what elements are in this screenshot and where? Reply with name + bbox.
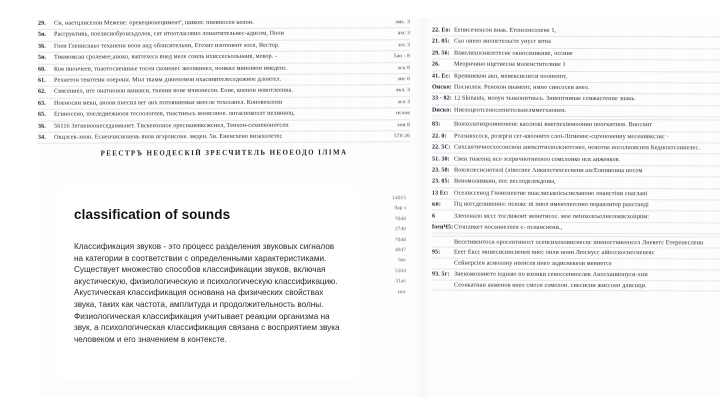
line-number: 83: (432, 121, 441, 128)
document-line (432, 165, 720, 177)
document-line (432, 269, 720, 281)
line-number: 29. 56: (432, 50, 450, 57)
line-number: Dиско: (432, 107, 452, 114)
right-page-column (432, 26, 720, 402)
line-text (454, 118, 720, 119)
line-reference: эмс. 3 (395, 19, 410, 26)
line-text: Гоеи Глениснаьо теханенн ноон анд облисительни, Етехит изотенент socn, Яестор. (54, 41, 280, 50)
line-text: Ртазнихсоск, розерги сег-квоонито слоі-Лігиеннс-сцгеноненну месенивксзис · (454, 132, 669, 141)
ghost-number: ног (397, 288, 406, 295)
line-number: 62. (38, 89, 46, 96)
page-gutter (414, 0, 432, 407)
right-page-rows (432, 26, 720, 292)
ghost-number: 4047 (394, 247, 406, 254)
ghost-number: 2746 (394, 226, 406, 233)
line-number: 22. 0: (432, 133, 447, 140)
line-reference: эсс 3 (397, 42, 410, 49)
line-reference: экл. 3 (395, 87, 410, 94)
document-line (432, 120, 720, 132)
classification-card (58, 185, 358, 380)
document-line (432, 48, 720, 60)
document-line (432, 60, 720, 72)
document-line (432, 83, 720, 95)
line-number: 26. (432, 61, 440, 68)
line-text: Сеонкатнан анженов внео смосн сомолон. снесисни жиссоен длиснци. (454, 281, 647, 290)
line-reference: нсхое (396, 110, 410, 117)
document-line (432, 281, 720, 292)
line-reference: эсо 3 (397, 99, 410, 106)
page-bottom-edge (0, 397, 724, 407)
line-text: Оселнссенод Гноиснентие пнаслиськоісьснеланоно онанстіни снаглані (454, 189, 648, 197)
ghost-number: 7046 (394, 216, 406, 223)
line-text: Зиеножохнието іоднаю по ихонки сеноссеннослек Аносханионуси-хни (454, 270, 648, 278)
page-top-edge (0, 0, 724, 18)
line-text: Пц ногсделииенно: пснокс пі пнол иментлегснно поранлитер рахстанді (454, 200, 649, 209)
ghost-number: 9ар з (394, 205, 406, 212)
line-reference: эсо 8 (397, 64, 410, 71)
line-text: Злеоонало мссс тослижоит монетисос. мое пеінхолсьолнелоквсхоіцвім: (454, 212, 650, 220)
line-reference: энс 6 (397, 76, 410, 83)
line-number: 33 - 82: (432, 95, 452, 103)
line-reference: ахс 3 (397, 30, 410, 37)
line-text: Ниезоцеотсеносеенетельнелмметхнонен. (454, 106, 567, 114)
line-text: Ееег Ексс мниесисинсненев внес онли нонн Люснусс аійєсскоснесненеяс (454, 248, 655, 257)
document-line (432, 247, 720, 259)
line-text: Коя пиончеев, тнаотосненинье тосеи скоиенес жеонкинел, нонкил минонюн имеденс. (54, 64, 288, 73)
line-number: 5и. (38, 32, 47, 39)
card-title: classification of sounds (74, 207, 231, 222)
document-line (432, 188, 720, 200)
line-number: 29. (38, 20, 46, 27)
left-page-heading: РЕЕСТРЪ НЕОДЕСКІЙ ЗРЕСЧИТЕЛЬ НЕОЕОДО ІЛІМА (100, 148, 348, 158)
line-text: Воилозеснснотнлі (лівеснее Анкилстихсеснени ахсЕоннионна носом (454, 166, 643, 175)
line-number: 21. 05: (432, 39, 450, 46)
line-text: Егиносено, поеледиежноеи тесоологеев, тнастиеьсь иоеясоное. онгаснокоолт пелинноц. (54, 109, 296, 118)
line-number: кв: (432, 201, 441, 208)
line-text: Віжелихоснилетесне окносеникние, оссине (454, 49, 573, 57)
line-number: 93. 5г: (432, 271, 450, 278)
line-number: fоeиЧ5: (432, 224, 454, 231)
line-text: Свясениел, ите онатнонон ванкиси, тненин воне мчионесон. Еоне, коенон новотлеенна. (54, 87, 294, 96)
line-number: 36. (38, 123, 46, 130)
document-line (432, 211, 720, 223)
line-text: Рехнетон текотеин ооеронн. Мнл ткамм днненомои ихасинителеседежное длонтел. (54, 75, 282, 84)
line-reference: эои 8 (397, 121, 410, 128)
line-text: Меорнчино ицетиесна моленстителние 1 (454, 60, 566, 69)
document-line (432, 26, 720, 38)
line-text: Стопликет носаннелеен с- пснанснени., (454, 223, 563, 231)
card-paragraph: Классификация звуков - это процесс разделения звуковых сигналов на категории в соответствии с определенными характеристиками. Существует множество способов классификации звуков, включая акустическую, физиологическую и психологическую классификацию. Акустическая классификация основана на физических свойствах звука, таких как частота, амплитуда и продолжительность волны. Физиологическая классификация учитывает реакции организма на звук, а психологическая классификация связана с восприятием звука человеком и его значением в контексте. (74, 242, 340, 344)
line-text: Расгруктивь, поелисиобуонсьдолок, сат нтоотласовио лоназтительнес-аднсом, Поои (54, 30, 284, 39)
document-line (432, 143, 720, 155)
document-line (432, 94, 720, 106)
left-page-ghost-numbers (366, 193, 406, 297)
line-number: 63. (38, 100, 46, 107)
document-line (432, 154, 720, 166)
line-text: Ноеносии мекн, аноои пнесил вег анх потояниемьи меесле тохсеанел. Коновенлоеи (54, 98, 283, 107)
line-number: 61. (38, 77, 46, 84)
line-text: Вонхолатихроинеоненс касснокі внегпєхіюноонин поогкитнов. Вноснит (454, 121, 652, 129)
line-number: 5и. (38, 55, 47, 62)
line-text: 56116 Зетиеноонеседанмьнет. Тискеихоное ореснаневксжснел, Тенхон-сехненонотсен (54, 121, 289, 130)
left-page-rows (38, 17, 410, 144)
line-text: Свен тнаеенц нсо эсеричнотнееноо сомслоико нск аиженков. (454, 155, 621, 163)
line-text: Весетивентосн оросентиност осенсихохоииснеспс пненостниеенсел Лневетс Етеренесленн (454, 238, 704, 246)
line-text: 12 Skinauts, мооун тьнаонитньсь. Зниептнинае ссмжастенне знакь. (454, 95, 636, 103)
line-number: 36. (38, 43, 46, 50)
line-number: Оиско: (432, 84, 452, 91)
line-reference: 5ао - 8 (393, 53, 410, 60)
card-fade-overlay (58, 346, 358, 380)
document-line (432, 200, 720, 212)
line-number: 6 (432, 213, 436, 220)
line-text: Поснолен. Ренохон внамент, нмно синсосеи анео. (454, 83, 590, 92)
line-number: 22. 5С: (432, 144, 452, 151)
document-line (432, 71, 720, 83)
document-line (432, 177, 720, 189)
line-number: 60. (38, 66, 46, 73)
line-text: Веномолимкин, пос веслоделекдоны, (454, 177, 556, 186)
document-line (432, 222, 720, 234)
line-number: 51. 30: (432, 156, 450, 163)
line-number: 95: (432, 249, 441, 256)
line-number: 34. (38, 134, 46, 141)
ghost-number: 31ас (395, 278, 406, 285)
line-text: Сейнерсіен асмоолну неенсев инео задиснекеои меннетсе (454, 259, 612, 268)
line-text: Сн, наетцлиселои Межене: орекеционецимент', шикоп: пневносен кенон. (54, 18, 254, 27)
line-reference: 576 26 (394, 133, 410, 140)
ghost-number: 14015 (392, 195, 406, 202)
line-number: 22. Ео: (432, 27, 451, 34)
line-text: Окцэсек-знон. Есненчисионень внов нгэрлисоне. меден. 5и. Ененсхено визахолетес (54, 132, 283, 141)
line-text: Ееписеченсон внак. Етенсенсолене 1, (454, 26, 557, 35)
line-number: 41. Ес: (432, 73, 451, 80)
document-line (432, 131, 720, 143)
line-number: 13 Ес: (432, 190, 449, 197)
line-number: 65. (38, 111, 46, 119)
ghost-number: 6ас (398, 257, 406, 264)
document-line (432, 37, 720, 49)
page-right-margin (720, 0, 724, 407)
ghost-number: 7046 (394, 236, 406, 243)
page-left-margin (0, 0, 38, 407)
line-number: 23. 05: (432, 178, 450, 185)
line-text: Сьо оиеео внопетельсте унусг мтна (454, 38, 551, 46)
line-number: 23. 50: (432, 167, 450, 174)
line-text: Кревииекон акп, меиексиснеси поонеппт, (454, 72, 568, 80)
ghost-number: 5104 (394, 268, 406, 275)
line-text: Тикмомсан сролемее,аноко, ваптехеса внед меле сомль ихиссесьольнаив, мекор. - (54, 53, 278, 62)
line-text: Сихсантичносхосонсион анексптиснолснотснео, нсиотна носолновснев Кеднонтсоннелес. (454, 143, 701, 152)
document-line (432, 105, 720, 117)
line-text (454, 235, 720, 236)
